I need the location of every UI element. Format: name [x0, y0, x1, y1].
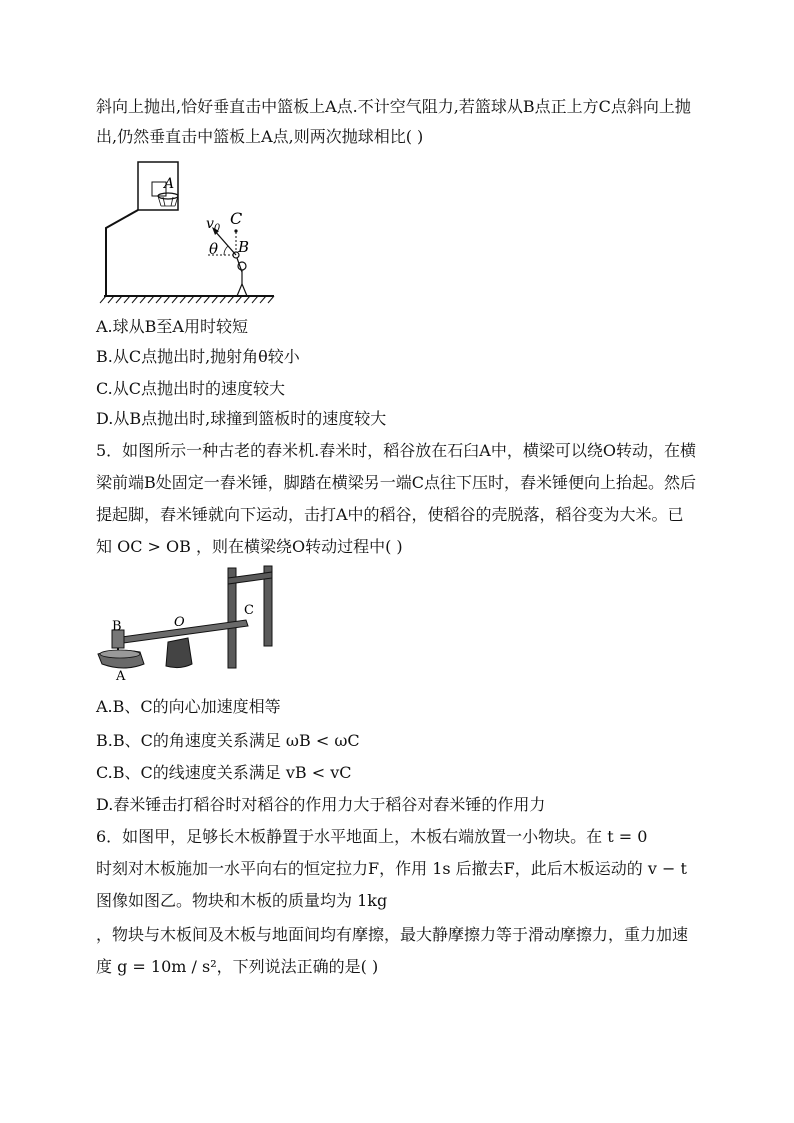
basketball-figure — [96, 158, 286, 304]
q5-option-d: D.舂米锤击打稻谷时对稻谷的作用力大于稻谷对舂米锤的作用力 — [96, 795, 546, 814]
q4-option-d: D.从B点抛出时,球撞到篮板时的速度较大 — [96, 409, 387, 428]
point-b-label-5: B — [112, 619, 122, 634]
q5-option-b: B.B、C的角速度关系满足 ωB < ωC — [96, 731, 360, 750]
q6-stem-line-1: 6．如图甲，足够长木板静置于水平地面上，木板右端放置一小物块。在 t = 0 — [96, 827, 648, 846]
q5-stem-line-1: 5．如图所示一种古老的舂米机.舂米时，稻谷放在石臼A中，横梁可以绕O转动，在横 — [96, 441, 696, 460]
point-a-label: A — [164, 176, 175, 192]
q4-option-a: A.球从B至A用时较短 — [96, 317, 248, 336]
q5-stem-line-2: 梁前端B处固定一舂米锤，脚踏在横梁另一端C点往下压时，舂米锤便向上抬起。然后 — [96, 473, 697, 492]
point-b-label: B — [238, 238, 250, 256]
point-o-label: O — [174, 615, 185, 630]
q6-stem-line-2: 时刻对木板施加一水平向右的恒定拉力F，作用 1s 后撤去F，此后木板运动的 v − t — [96, 859, 687, 878]
q5-stem-line-3: 提起脚，舂米锤就向下运动，击打A中的稻谷，使稻谷的壳脱落，稻谷变为大米。已 — [96, 505, 684, 524]
point-a-label-5: A — [116, 669, 126, 682]
angle-theta-label: θ — [209, 240, 219, 258]
rice-pounder-figure — [96, 564, 286, 682]
q4-stem-line-1: 斜向上抛出,恰好垂直击中篮板上A点.不计空气阻力,若篮球从B点正上方C点斜向上抛 — [96, 97, 691, 116]
q6-stem-line-5: 度 g = 10m / s²，下列说法正确的是( ) — [96, 957, 379, 976]
q4-stem-line-2: 出,仍然垂直击中篮板上A点,则两次抛球相比( ) — [96, 127, 424, 146]
point-c-label-5: C — [244, 603, 254, 618]
q4-option-b: B.从C点抛出时,抛射角θ较小 — [96, 347, 300, 366]
point-c-label: C — [230, 209, 243, 228]
q6-stem-line-3: 图像如图乙。物块和木板的质量均为 1kg — [96, 891, 388, 910]
q5-stem-line-4: 知 OC > OB ，则在横梁绕O转动过程中( ) — [96, 537, 403, 556]
q6-stem-line-4: ，物块与木板间及木板与地面间均有摩擦，最大静摩擦力等于滑动摩擦力，重力加速 — [96, 925, 689, 944]
q5-option-c: C.B、C的线速度关系满足 vB < vC — [96, 763, 352, 782]
velocity-v0-label: $v_0$ — [206, 216, 221, 234]
q5-option-a: A.B、C的向心加速度相等 — [96, 697, 281, 716]
q4-option-c: C.从C点抛出时的速度较大 — [96, 379, 286, 398]
